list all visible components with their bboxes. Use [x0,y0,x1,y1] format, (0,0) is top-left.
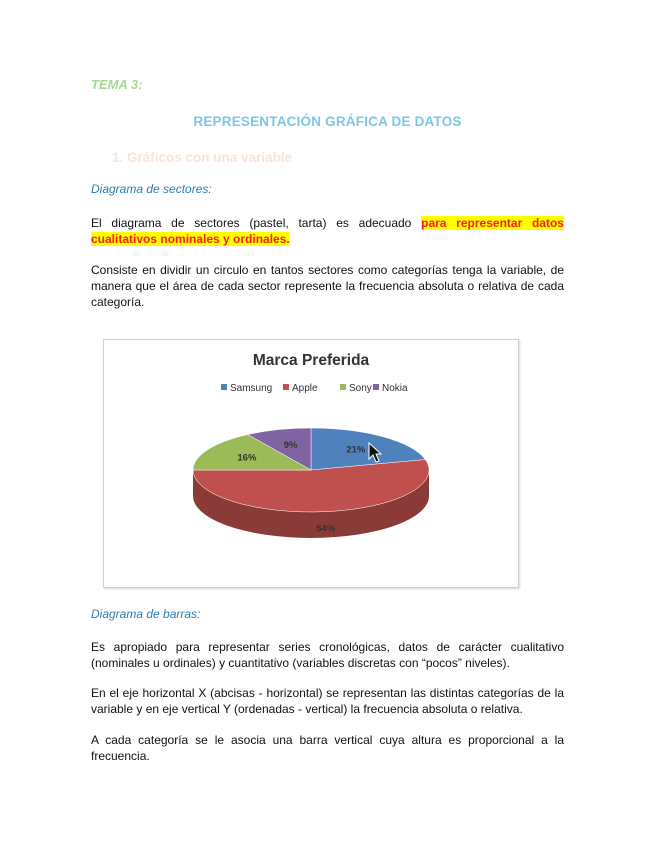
legend-swatch-apple [283,384,289,390]
legend-swatch-samsung [221,384,227,390]
paragraph-barras-1: Es apropiado para representar series cronológicas, datos de carácter cualitativo (nominales u ordinales) y cuantitativo (variables discretas con “pocos” niveles). [91,640,564,670]
legend-label-sony: Sony [349,383,372,394]
intro-text: El diagrama de sectores (pastel, tarta) es adecuado [91,216,422,230]
legend-label-apple: Apple [292,383,318,394]
chart-title: Marca Preferida [252,352,370,369]
highlight-para-representar: para representar datos cualitativos [91,216,564,246]
page-title: REPRESENTACIÓN GRÁFICA DE DATOS [193,114,462,129]
pie-label-samsung: 21% [346,444,366,456]
pie-label-apple: 54% [316,523,336,535]
legend-swatch-nokia [373,384,379,390]
paragraph-sectores-desc: Consiste en dividir un circulo en tantos sectores como categorías tenga la variable, de manera que el área de cada sector represente la frecuencia absoluta o relativa de cada categoría. [91,263,564,309]
highlight-nominales [157,232,290,246]
paragraph-barras-2: En el eje horizontal X (abcisas - horizontal) se representan las distintas categorías de la variable y en eje vertical Y (ordenadas - vertical) la frecuencia absoluta o relativa. [91,686,564,716]
subheading-barras: Diagrama de barras: [91,607,201,621]
tema-label: TEMA 3: [91,77,143,92]
paragraph-barras-3: A cada categoría se le asocia una barra vertical cuya altura es proporcional a la frecuencia. [91,733,564,763]
section-heading: 1. Gráficos con una variable [112,150,293,165]
legend-label-nokia: Nokia [382,383,408,394]
subheading-sectores: Diagrama de sectores: [91,182,212,196]
legend-swatch-sony [340,384,346,390]
paragraph-sectores-intro [91,215,564,247]
pie-chart [104,340,518,587]
chart-legend [221,383,408,394]
pie-chart-frame [103,339,519,588]
pie-slices [193,428,429,538]
legend-label-samsung: Samsung [230,383,273,394]
pie-label-sony: 16% [237,452,257,464]
highlight-nominales-text: nominales y ordinales. [157,232,290,246]
pie-label-nokia: 9% [283,439,298,451]
